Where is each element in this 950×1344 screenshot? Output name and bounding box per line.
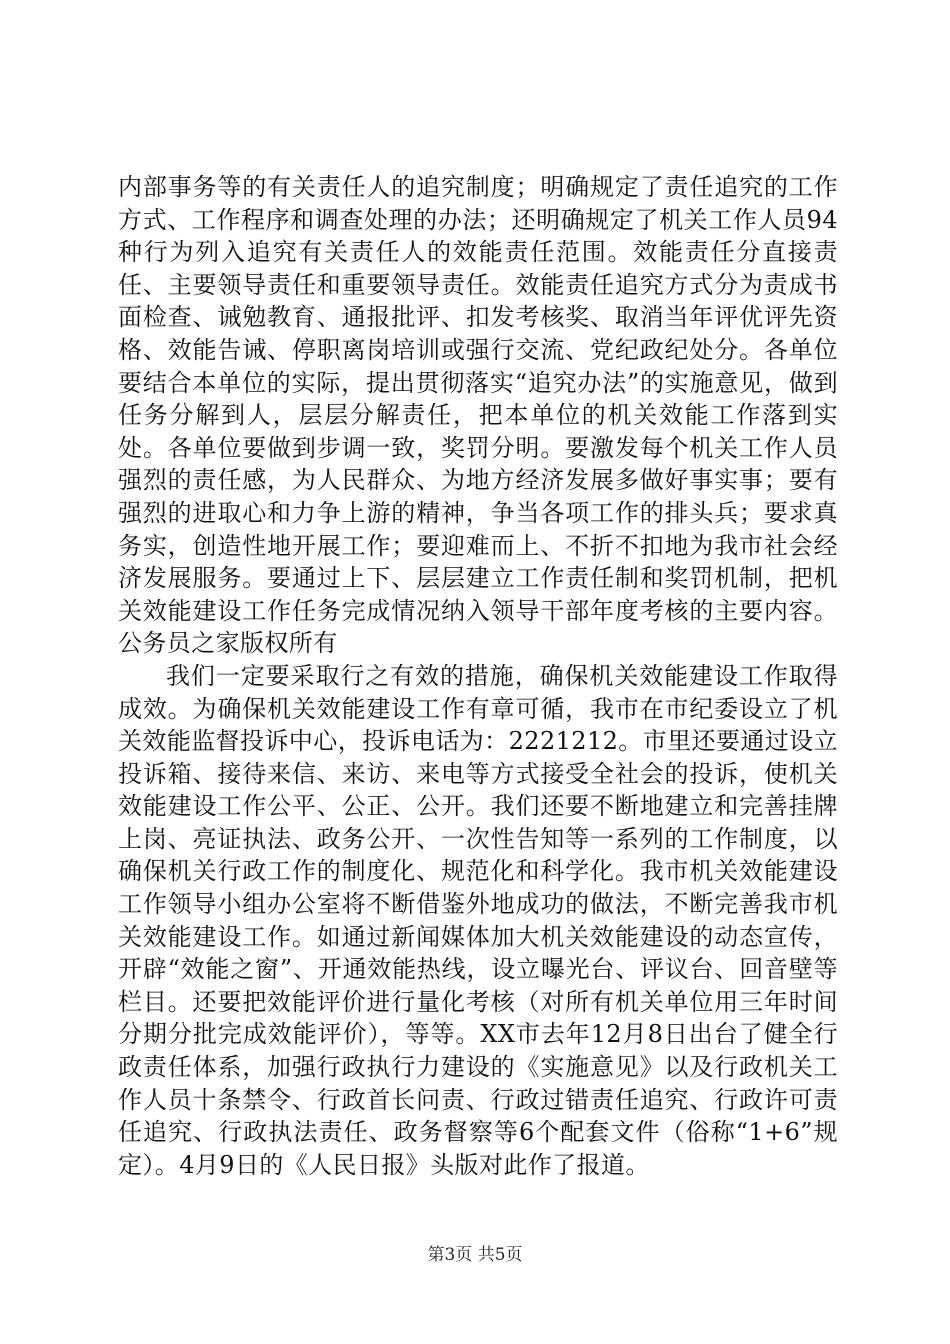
- page-footer: 第3页 共5页: [427, 1245, 523, 1265]
- document-body: [118, 171, 838, 1181]
- paragraph-2: 我们一定要采取行之有效的措施，确保机关效能建设工作取得成效。为确保机关效能建设工作有章可循，我市在市纪委设立了机关效能监督投诉中心，投诉电话为：2221212。市里还要通过设立投诉箱、接待来信、来访、来电等方式接受全社会的投诉，使机关效能建设工作公平、公正、公开。我们还要不断地建立和完善挂牌上岗、亮证执法、政务公开、一次性告知等一系列的工作制度，以确保机关行政工作的制度化、规范化和科学化。我市机关效能建设工作领导小组办公室将不断借鉴外地成功的做法，不断完善我市机关效能建设工作。如通过新闻媒体加大机关效能建设的动态宣传，开辟“效能之窗”、开通效能热线，设立曝光台、评议台、回音壁等栏目。还要把效能评价进行量化考核（对所有机关单位用三年时间分期分批完成效能评价），等等。XX市去年12月8日出台了健全行政责任体系，加强行政执行力建设的《实施意见》以及行政机关工作人员十条禁令、行政首长问责、行政过错责任追究、行政许可责任追究、行政执法责任、政务督察等6个配套文件（俗称“1+6”规定）。4月9日的《人民日报》头版对此作了报道。: [118, 661, 838, 1179]
- paragraph-1: 内部事务等的有关责任人的追究制度；明确规定了责任追究的工作方式、工作程序和调查处理的办法；还明确规定了机关工作人员94种行为列入追究有关责任人的效能责任范围。效能责任分直接责任、主要领导责任和重要领导责任。效能责任追究方式分为责成书面检查、诫勉教育、通报批评、扣发考核奖、取消当年评优评先资格、效能告诫、停职离岗培训或强行交流、党纪政纪处分。各单位要结合本单位的实际，提出贯彻落实“追究办法”的实施意见，做到任务分解到人，层层分解责任，把本单位的机关效能工作落到实处。各单位要做到步调一致，奖罚分明。要激发每个机关工作人员强烈的责任感，为人民群众、为地方经济发展多做好事实事；要有强烈的进取心和力争上游的精神，争当各项工作的排头兵；要求真务实，创造性地开展工作；要迎难而上、不折不扣地为我市社会经济发展服务。要通过上下、层层建立工作责任制和奖罚机制，把机关效能建设工作任务完成情况纳入领导干部年度考核的主要内容。公务员之家版权所有: [118, 173, 838, 658]
